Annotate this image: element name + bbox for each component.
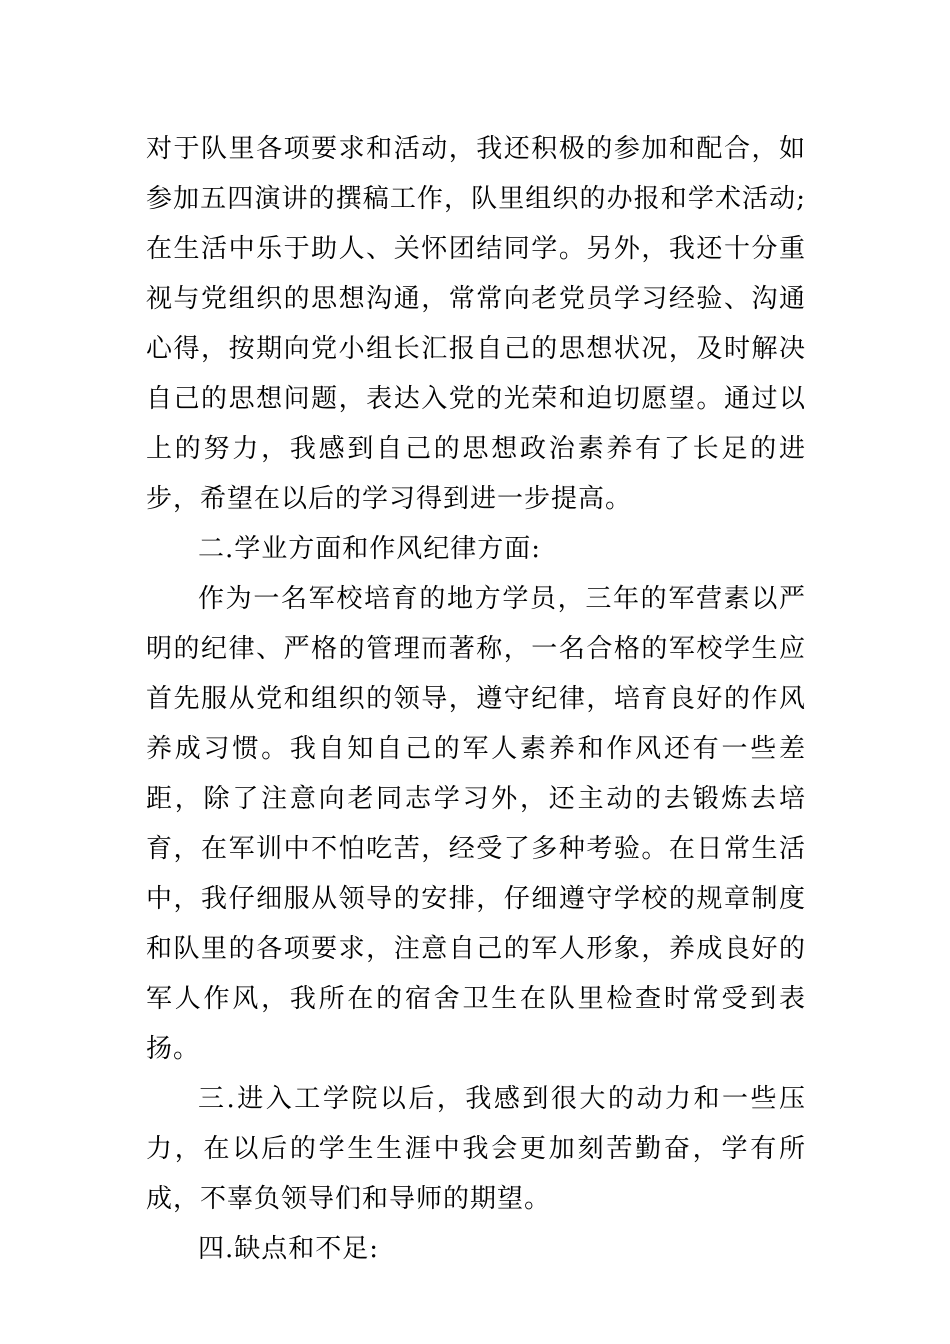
paragraph-academics-discipline: 作为一名军校培育的地方学员，三年的军营素以严明的纪律、严格的管理而著称，一名合格的军校学生应首先服从党和组织的领导，遵守纪律，培育良好的作风养成习惯。我自知自己的军人素养和作风还有一些差距，除了注意向老同志学习外，还主动的去锻炼去培育，在军训中不怕吃苦，经受了多种考验。在日常生活中，我仔细服从领导的安排，仔细遵守学校的规章制度和队里的各项要求，注意自己的军人形象，养成良好的军人作风，我所在的宿舍卫生在队里检查时常受到表扬。	[146, 584, 806, 1064]
document-body	[146, 124, 806, 1274]
section-heading-academics-discipline: 二.学业方面和作风纪律方面:	[198, 534, 542, 564]
paragraph-institute-outlook: 三.进入工学院以后，我感到很大的动力和一些压力，在以后的学生生涯中我会更加刻苦勤奋，学有所成，不辜负领导们和导师的期望。	[146, 1084, 806, 1214]
paragraph-continuation: 对于队里各项要求和活动，我还积极的参加和配合，如参加五四演讲的撰稿工作，队里组织的办报和学术活动;在生活中乐于助人、关怀团结同学。另外，我还十分重视与党组织的思想沟通，常常向老党员学习经验、沟通心得，按期向党小组长汇报自己的思想状况，及时解决自己的思想问题，表达入党的光荣和迫切愿望。通过以上的努力，我感到自己的思想政治素养有了长足的进步，希望在以后的学习得到进一步提高。	[146, 134, 806, 514]
section-heading-shortcomings: 四.缺点和不足:	[198, 1234, 380, 1264]
